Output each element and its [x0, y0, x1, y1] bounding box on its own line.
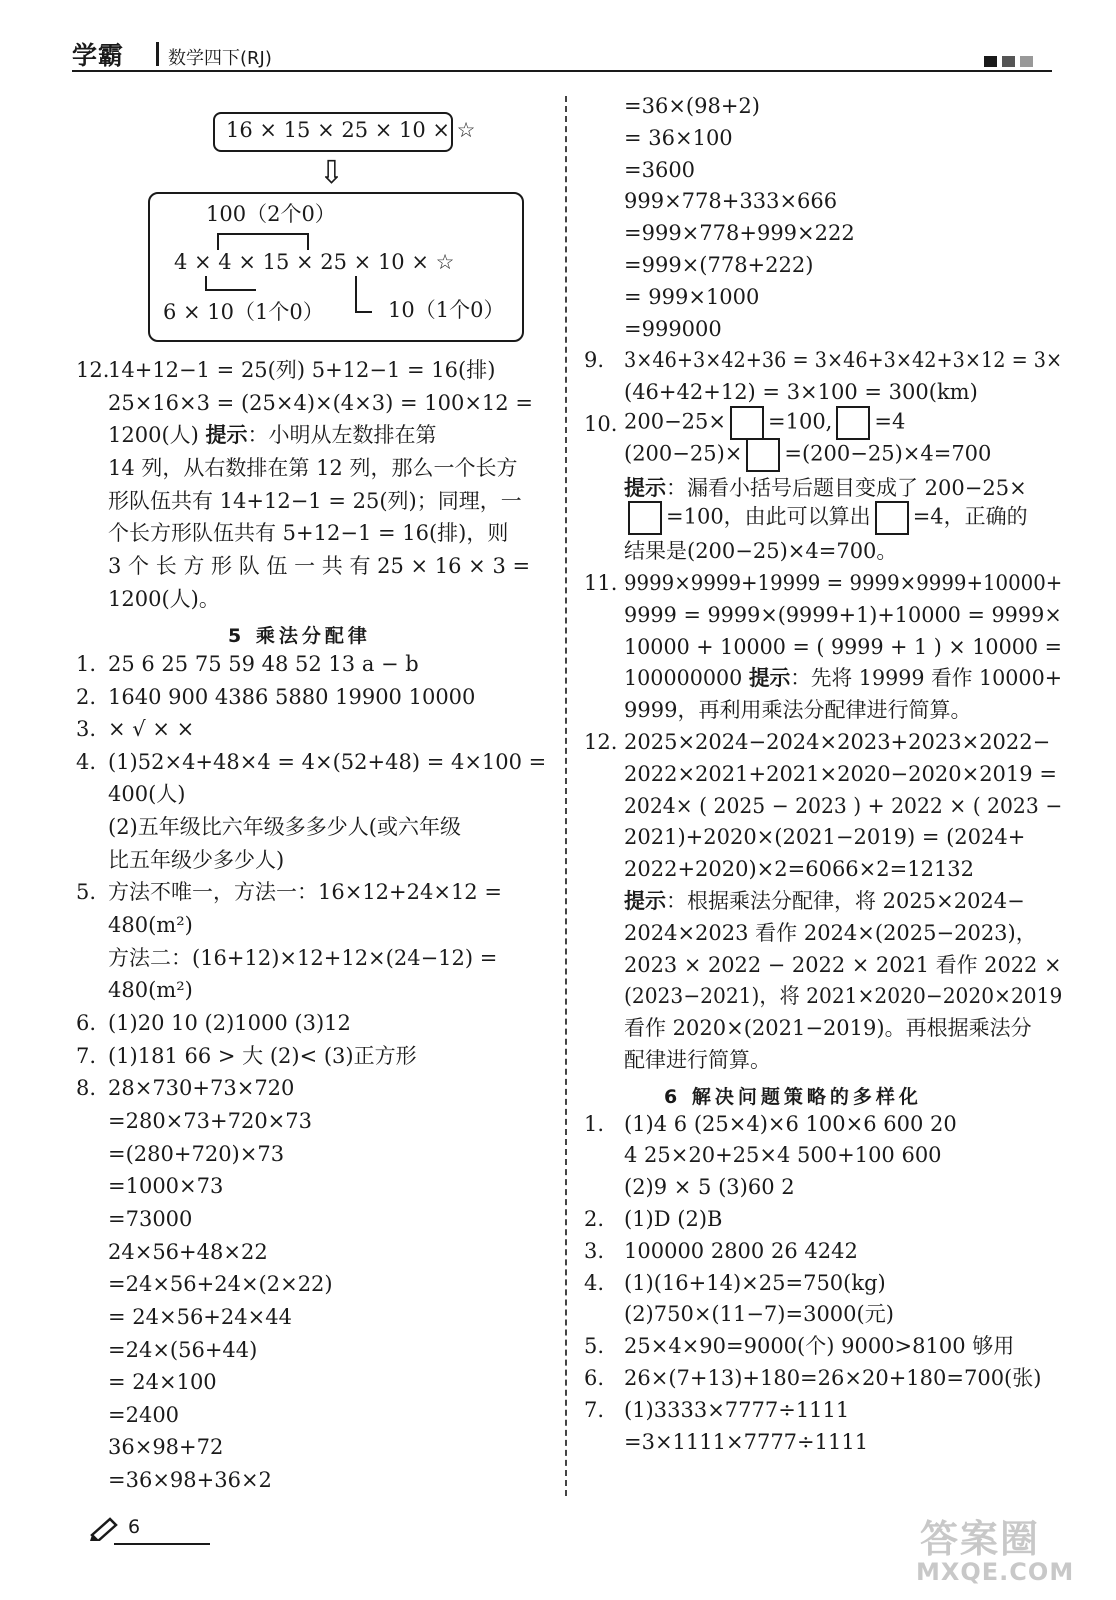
- question-number: 2.: [76, 684, 97, 709]
- answer-text: 200−25×: [624, 409, 726, 434]
- question-number: 10.: [584, 412, 618, 436]
- answer-line: (2023−2021)，将 2021×2020−2020×2019: [624, 984, 1063, 1009]
- answer-line: = 24×56+24×44: [108, 1304, 292, 1329]
- answer-line: 看作 2020×(2021−2019)。再根据乘法分: [624, 1016, 1032, 1041]
- answer-blank-box: [836, 406, 870, 440]
- answer-line: =73000: [108, 1206, 193, 1231]
- pencil-icon: [88, 1515, 122, 1541]
- answer-line: =(280+720)×73: [108, 1141, 285, 1166]
- answer-line: 形队伍共有 14+12−1 = 25(列)；同理，一: [108, 488, 522, 513]
- answer-line: [624, 438, 991, 472]
- answer-line: = 24×100: [108, 1370, 217, 1395]
- answer-blank-box: [875, 501, 909, 535]
- answer-line: 1640 900 4386 5880 19900 10000: [108, 684, 476, 709]
- answer-line: (2)750×(11−7)=3000(元): [624, 1302, 894, 1327]
- answer-line: 方法不唯一，方法一：16×12+24×12 =: [108, 880, 502, 905]
- question-number: 6.: [76, 1011, 97, 1035]
- answer-line: 480(m²): [108, 978, 193, 1003]
- answer-line: 14+12−1 = 25(列) 5+12−1 = 16(排): [108, 358, 496, 382]
- diagram-bracket-label: 100（2个0）: [206, 202, 336, 226]
- answer-line: =280×73+720×73: [108, 1108, 312, 1133]
- answer-line: 2023 × 2022 − 2022 × 2021 看作 2022 ×: [624, 952, 1062, 977]
- hint-label: 提示: [624, 888, 666, 913]
- answer-line: 2022×2021+2021×2020−2020×2019 =: [624, 761, 1057, 786]
- answer-line: (1)3333×7777÷1111: [624, 1397, 850, 1422]
- header-marker-1: [984, 56, 997, 67]
- answer-line: 1200(人) 提示：小明从左数排在第: [108, 422, 437, 448]
- question-number: 11.: [584, 571, 618, 595]
- question-number: 12.: [584, 730, 618, 754]
- answer-line: 2024× ( 2025 − 2023 ) + 2022 × ( 2023 −: [624, 793, 1063, 818]
- answer-line: 400(人): [108, 782, 186, 807]
- answer-line: =3600: [624, 157, 696, 182]
- watermark-url: MXQE.COM: [916, 1558, 1075, 1586]
- question-number: 4.: [76, 749, 97, 774]
- question-number: 1.: [76, 651, 97, 676]
- question-number: 4.: [584, 1270, 605, 1295]
- answer-text: (200−25)×: [624, 441, 743, 466]
- hint-label: 提示: [205, 422, 248, 448]
- answer-line: 25 6 25 75 59 48 52 13 a − b: [108, 651, 419, 676]
- answer-line: 配律进行简算。: [624, 1048, 771, 1072]
- answer-line: 9999×9999+19999 = 9999×9999+10000+: [624, 571, 1063, 595]
- answer-line: 提示：漏看小括号后题目变成了 200−25×: [624, 474, 1027, 500]
- answer-line: (46+42+12) = 3×100 = 300(km): [624, 380, 978, 405]
- question-number: 6.: [584, 1366, 605, 1390]
- answer-line: (1)52×4+48×4 = 4×(52+48) = 4×100 =: [108, 749, 547, 774]
- page-number: 6: [128, 1516, 141, 1538]
- answer-line: =999×(778+222): [624, 253, 814, 277]
- answer-line: 999×778+333×666: [624, 189, 838, 214]
- down-arrow-icon: ⇩: [318, 153, 345, 191]
- answer-line: =36×98+36×2: [108, 1468, 272, 1493]
- answer-line: 480(m²): [108, 913, 193, 938]
- answer-line: (1)20 10 (2)1000 (3)12: [108, 1011, 351, 1035]
- page-header: [72, 34, 1052, 74]
- answer-line: =1000×73: [108, 1174, 224, 1199]
- answer-line: (1)(16+14)×25=750(kg): [624, 1270, 886, 1295]
- answer-line: [624, 501, 1028, 535]
- question-number: 1.: [584, 1111, 605, 1136]
- logo: 学霸: [72, 41, 125, 70]
- answer-line: 26×(7+13)+180=26×20+180=700(张): [624, 1366, 1042, 1390]
- answer-line: 3×46+3×42+36 = 3×46+3×42+3×12 = 3×: [624, 348, 1063, 373]
- answer-text: =100，由此可以算出: [666, 504, 871, 529]
- answer-line: 比五年级少多少人): [108, 847, 285, 872]
- header-marker-3: [1020, 56, 1033, 67]
- header-marker-2: [1002, 56, 1015, 67]
- answer-line: 3 个 长 方 形 队 伍 一 共 有 25 × 16 × 3 =: [108, 553, 531, 578]
- answer-line: 24×56+48×22: [108, 1239, 268, 1264]
- answer-line: × √ × ×: [108, 717, 195, 742]
- answer-line: (1)D (2)B: [624, 1207, 723, 1231]
- diagram-top-expression: 16 × 15 × 25 × 10 × ☆: [226, 118, 476, 142]
- answer-line: 9999 = 9999×(9999+1)+10000 = 9999×: [624, 602, 1062, 627]
- diagram-right-label: 10（1个0）: [388, 298, 505, 322]
- answer-line: =999×778+999×222: [624, 221, 855, 246]
- answer-line: 100000 2800 26 4242: [624, 1238, 858, 1263]
- answer-line: =999000: [624, 316, 722, 341]
- question-number: 2.: [584, 1207, 605, 1231]
- answer-line: 个长方形队伍共有 5+12−1 = 16(排)，则: [108, 521, 509, 546]
- question-number: 3.: [76, 717, 97, 742]
- footer-rule: [114, 1543, 210, 1545]
- answer-line: (1)181 66 > 大 (2)< (3)正方形: [108, 1043, 417, 1068]
- answer-line: =24×(56+44): [108, 1337, 258, 1362]
- answer-line: = 999×1000: [624, 284, 760, 309]
- answer-line: 2021)+2020×(2021−2019) = (2024+: [624, 825, 1026, 850]
- header-separator: [156, 42, 159, 66]
- answer-line: 14 列，从右数排在第 12 列，那么一个长方: [108, 455, 518, 480]
- answer-blank-box: [746, 438, 780, 472]
- answer-line: (1)4 6 (25×4)×6 100×6 600 20: [624, 1111, 957, 1136]
- header-rule: [72, 70, 1052, 72]
- answer-line: = 36×100: [624, 125, 733, 150]
- answer-line: 25×4×90=9000(个) 9000>8100 够用: [624, 1334, 1015, 1359]
- answer-line: 方法二：(16+12)×12+12×(24−12) =: [108, 945, 498, 970]
- answer-line: 9999，再利用乘法分配律进行简算。: [624, 698, 972, 723]
- answer-text: =4，正确的: [912, 504, 1028, 529]
- answer-line: 1200(人)。: [108, 586, 220, 611]
- question-number: 5.: [584, 1334, 605, 1359]
- question-number: 12.: [76, 358, 110, 382]
- answer-line: 100000000 提示：先将 19999 看作 10000+: [624, 665, 1063, 691]
- diagram-middle-expression: 4 × 4 × 15 × 25 × 10 × ☆: [174, 250, 455, 274]
- column-divider: [565, 96, 567, 1496]
- question-number: 3.: [584, 1238, 605, 1263]
- question-number: 5.: [76, 880, 97, 905]
- answer-text: =(200−25)×4=700: [784, 441, 992, 466]
- answer-line: (2)五年级比六年级多多少人(或六年级: [108, 815, 461, 840]
- answer-line: 2025×2024−2024×2023+2023×2022−: [624, 730, 1051, 754]
- answer-line: 36×98+72: [108, 1435, 224, 1460]
- section-heading: 6 解决问题策略的多样化: [664, 1085, 922, 1108]
- answer-text: =100,: [768, 409, 833, 434]
- answer-line: 结果是(200−25)×4=700。: [624, 539, 898, 564]
- question-number: 7.: [76, 1043, 97, 1068]
- question-number: 8.: [76, 1076, 97, 1101]
- subject-title: 数学四下(RJ): [168, 48, 272, 69]
- hint-label: 提示: [624, 474, 666, 500]
- answer-line: 4 25×20+25×4 500+100 600: [624, 1143, 942, 1168]
- section-heading: 5 乘法分配律: [228, 625, 371, 648]
- answer-line: 28×730+73×720: [108, 1076, 295, 1101]
- answer-line: [624, 406, 905, 440]
- answer-line: =2400: [108, 1402, 180, 1427]
- answer-blank-box: [730, 406, 764, 440]
- answer-line: (2)9 × 5 (3)60 2: [624, 1175, 795, 1200]
- hint-label: 提示: [748, 665, 791, 691]
- answer-line: 10000 + 10000 = ( 9999 + 1 ) × 10000 =: [624, 634, 1062, 659]
- answer-line: 2022+2020)×2=6066×2=12132: [624, 857, 975, 882]
- answer-line: =36×(98+2): [624, 94, 760, 118]
- answer-line: 25×16×3 = (25×4)×(4×3) = 100×12 =: [108, 390, 533, 415]
- question-number: 9.: [584, 348, 605, 373]
- answer-line: 提示：根据乘法分配律，将 2025×2024−: [624, 888, 1025, 913]
- diagram-left-label: 6 × 10（1个0）: [163, 300, 324, 324]
- answer-line: =3×1111×7777÷1111: [624, 1429, 869, 1454]
- answer-blank-box: [628, 501, 662, 535]
- answer-text: =4: [874, 409, 906, 434]
- question-number: 7.: [584, 1397, 605, 1422]
- answer-line: 2024×2023 看作 2024×(2025−2023)，: [624, 920, 1037, 945]
- answer-line: =24×56+24×(2×22): [108, 1272, 333, 1297]
- watermark-logo: 答案圈: [920, 1517, 1041, 1561]
